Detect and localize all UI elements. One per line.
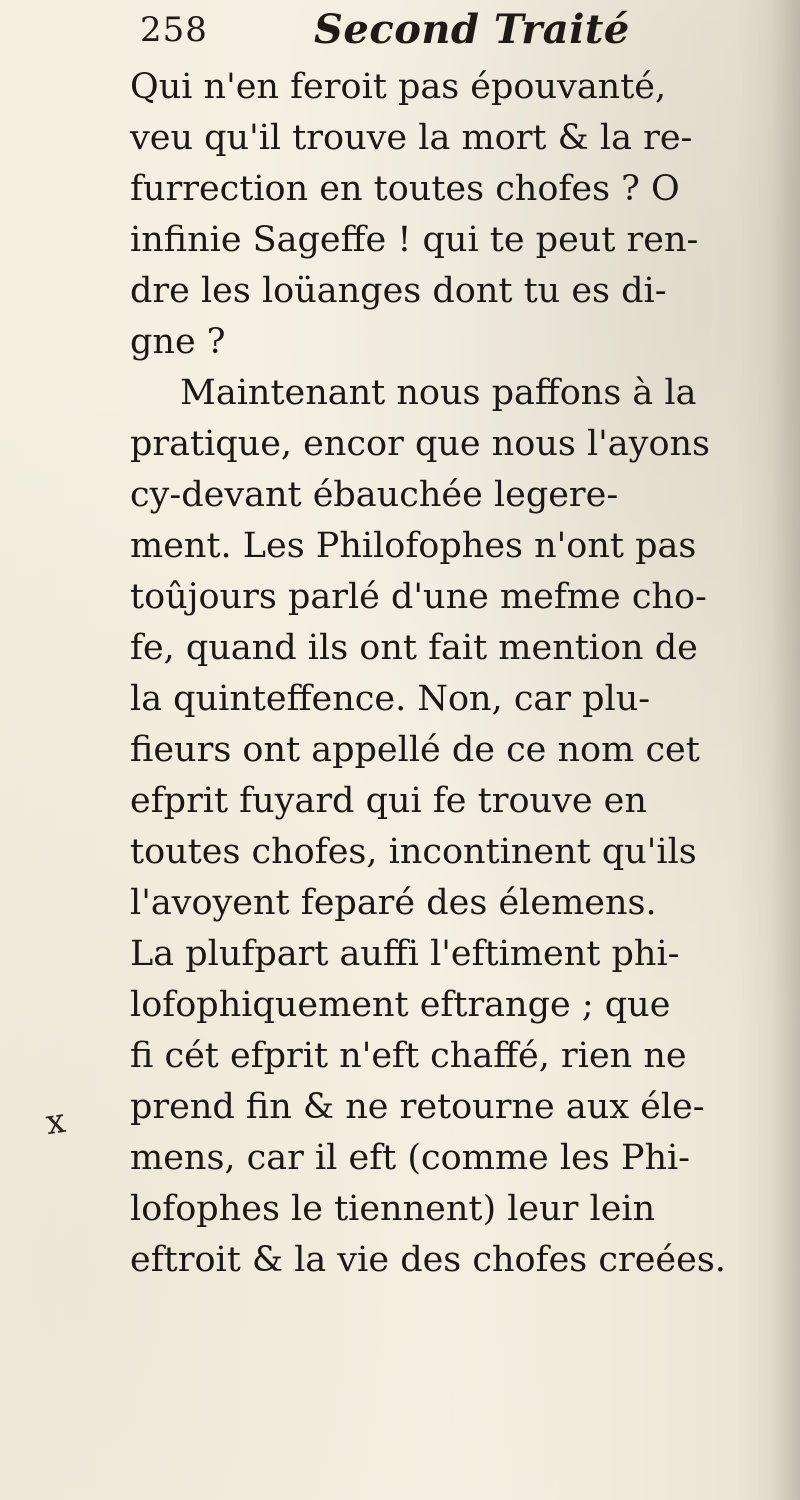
text-line: efprit fuyard qui fe trouve en <box>130 781 647 821</box>
margin-annotation-mark: x <box>43 1100 68 1144</box>
body-text <box>130 62 770 1286</box>
text-line: gne ? <box>130 322 226 362</box>
text-line: ment. Les Philofophes n'ont pas <box>130 526 697 566</box>
page-number: 258 <box>140 10 208 50</box>
running-title: Second Traité <box>314 6 630 53</box>
text-line: La plufpart auffi l'eftiment phi- <box>130 934 680 974</box>
text-line: lofophes le tiennent) leur lein <box>130 1189 656 1229</box>
text-line: dre les loüanges dont tu es di- <box>130 271 667 311</box>
page-edge-shadow <box>770 0 800 1500</box>
text-line: Qui n'en feroit pas épouvanté, <box>130 67 667 107</box>
text-line: prend fin & ne retourne aux éle- <box>130 1087 705 1127</box>
text-line: toûjours parlé d'une mefme cho- <box>130 577 707 617</box>
text-line: furrection en toutes chofes ? O <box>130 169 680 209</box>
text-line: toutes chofes, incontinent qu'ils <box>130 832 697 872</box>
text-line: infinie Sageffe ! qui te peut ren- <box>130 220 699 260</box>
text-line: la quinteffence. Non, car plu- <box>130 679 651 719</box>
text-line: fe, quand ils ont fait mention de <box>130 628 698 668</box>
text-line: pratique, encor que nous l'ayons <box>130 424 711 464</box>
text-line: cy-devant ébauchée legere- <box>130 475 619 515</box>
text-line: fieurs ont appellé de ce nom cet <box>130 730 700 770</box>
paragraph-start-line: Maintenant nous paffons à la <box>180 373 697 413</box>
text-line: veu qu'il trouve la mort & la re- <box>130 118 693 158</box>
text-line: lofophiquement eftrange ; que <box>130 985 671 1025</box>
text-line: eftroit & la vie des chofes creées. <box>130 1240 726 1280</box>
text-line: l'avoyent feparé des élemens. <box>130 883 657 923</box>
text-line: fi cét efprit n'eft chaffé, rien ne <box>130 1036 687 1076</box>
running-head <box>140 6 700 56</box>
text-line: mens, car il eft (comme les Phi- <box>130 1138 690 1178</box>
